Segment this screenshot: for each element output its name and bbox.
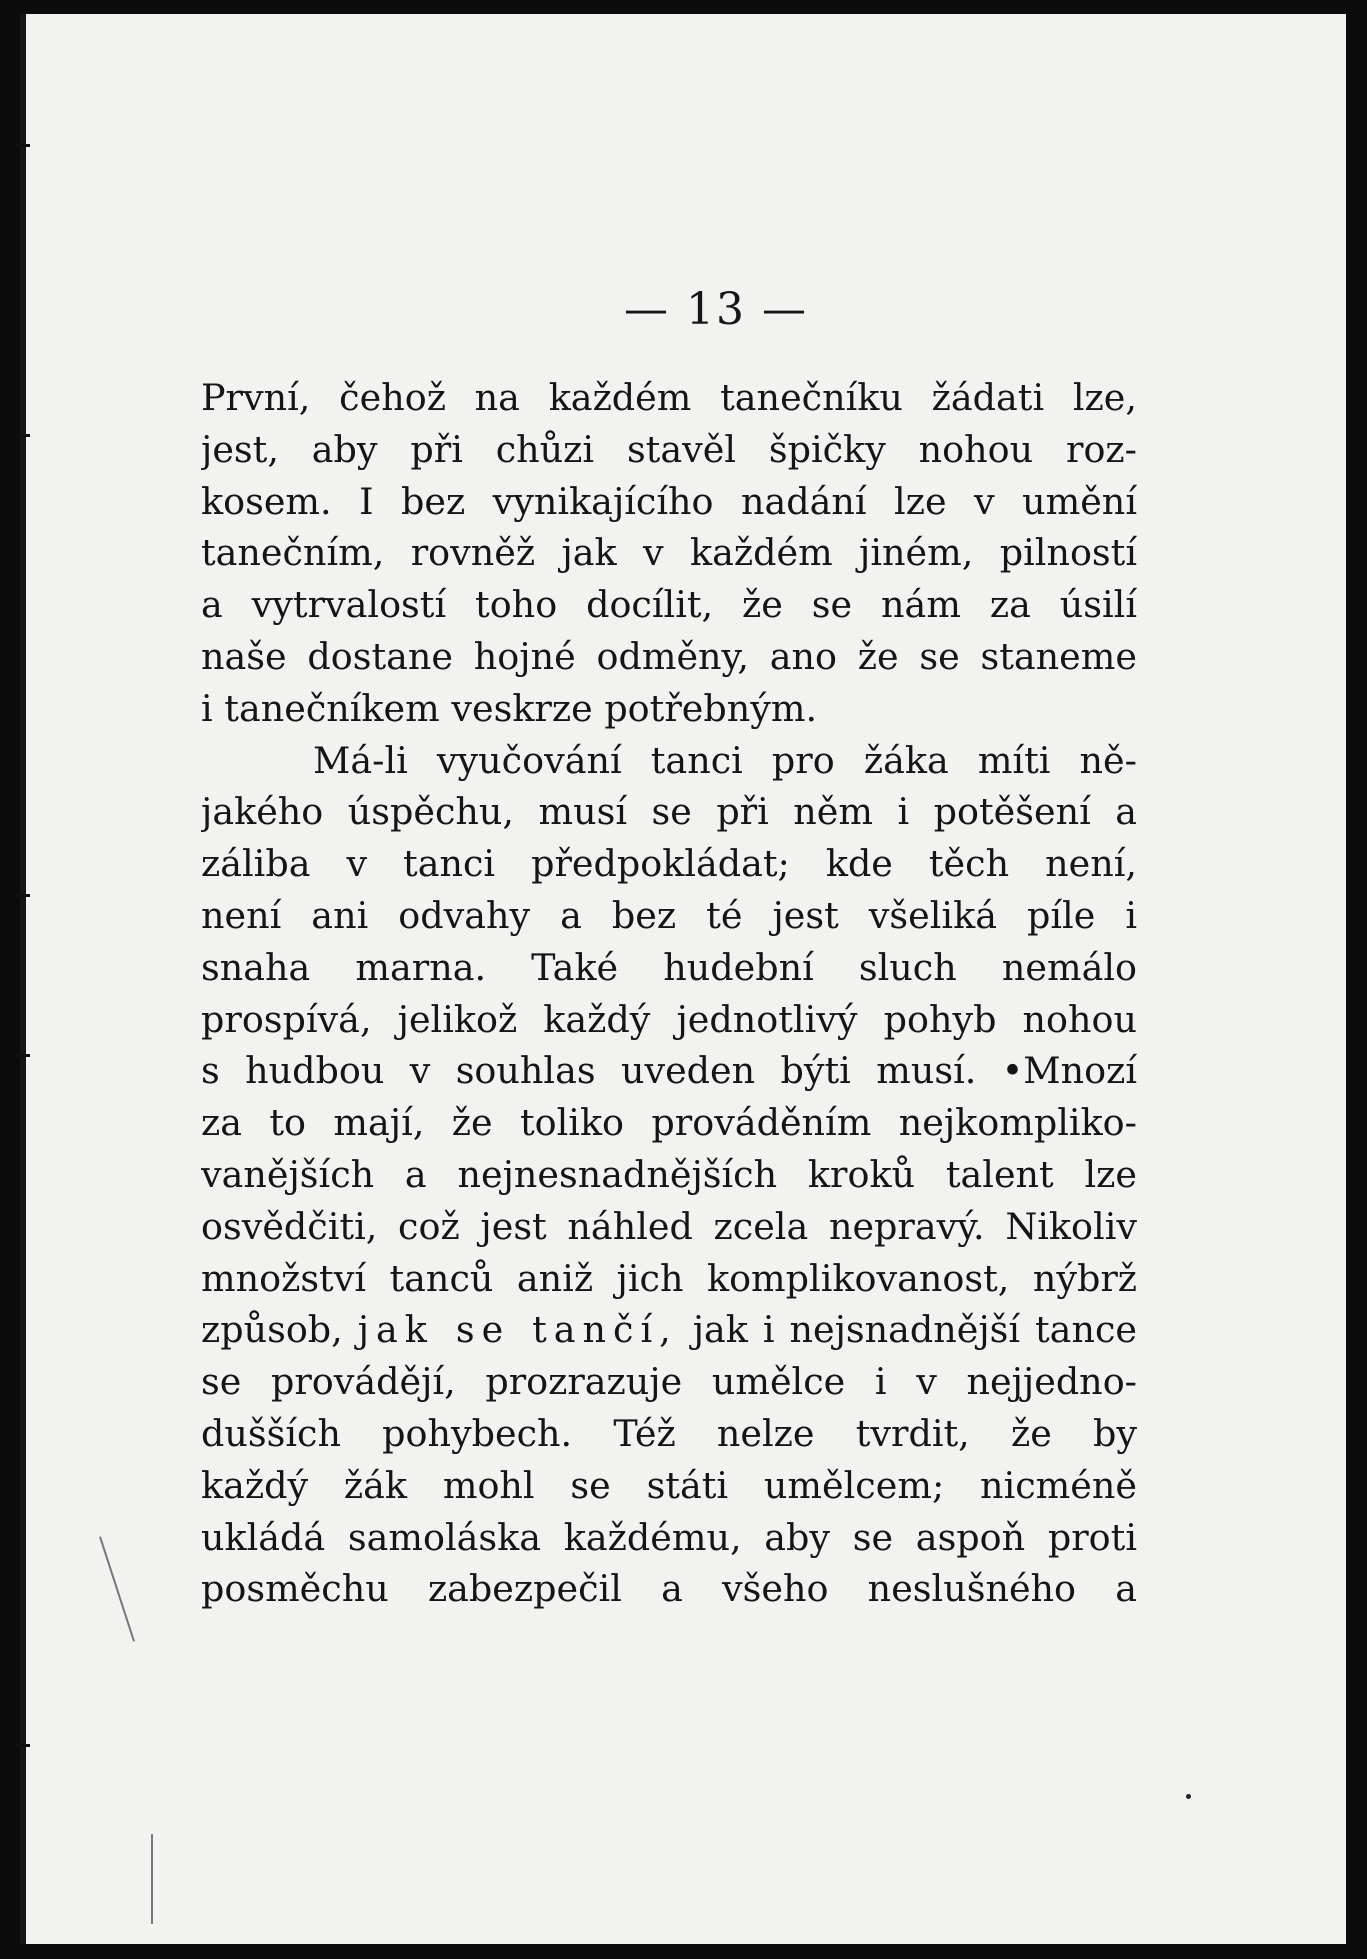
- text-line: jakého úspěchu, musí se při něm i potěšení a: [201, 790, 1137, 834]
- binding-mark: [16, 894, 30, 897]
- text-line-mixed: [201, 1304, 1137, 1356]
- text-line: kosem. I bez vynikajícího nadání lze v umění: [201, 479, 1137, 523]
- emphasized-text: jak se tančí,: [357, 1308, 678, 1352]
- scan-speck: [1186, 1794, 1191, 1799]
- text-line: není ani odvahy a bez té jest všeliká píle i: [201, 893, 1137, 937]
- text-line: i tanečníkem veskrze potřebným.: [201, 686, 818, 730]
- text-line: s hudbou v souhlas uveden býti musí. •Mnozí: [201, 1049, 1137, 1093]
- text-line: Má-li vyučování tanci pro žáka míti ně-: [313, 738, 1137, 782]
- text-line: množství tanců aniž jich komplikovanost, nýbrž: [201, 1256, 1137, 1300]
- page-number: — 13 —: [624, 284, 808, 335]
- binding-mark: [16, 434, 30, 437]
- text-fragment: jak i nejsnadnější tance: [692, 1308, 1137, 1352]
- binding-mark: [16, 1744, 30, 1747]
- text-line: a vytrvalostí toho docílit, že se nám za úsilí: [201, 583, 1137, 627]
- text-line: za to mají, že toliko prováděním nejkompliko-: [201, 1101, 1137, 1145]
- book-page: [20, 14, 1346, 1944]
- text-line: První, čehož na každém tanečníku žádati lze,: [201, 376, 1137, 419]
- scan-scratch: [99, 1536, 135, 1641]
- text-fragment: způsob,: [201, 1308, 343, 1352]
- text-line: dušších pohybech. Též nelze tvrdit, že by: [201, 1411, 1137, 1455]
- text-line: posměchu zabezpečil a všeho neslušného a: [201, 1567, 1137, 1611]
- text-line: jest, aby při chůzi stavěl špičky nohou roz-: [201, 427, 1137, 471]
- text-line: prospívá, jelikož každý jednotlivý pohyb nohou: [201, 997, 1137, 1041]
- text-line: tanečním, rovněž jak v každém jiném, pilností: [201, 531, 1137, 575]
- text-line: záliba v tanci předpokládat; kde těch není,: [201, 842, 1137, 886]
- text-line: snaha marna. Také hudební sluch nemálo: [201, 945, 1137, 989]
- binding-mark: [16, 144, 30, 147]
- text-line: osvědčiti, což jest náhled zcela nepravý. Nikoliv: [201, 1204, 1137, 1248]
- text-line: vanějších a nejnesnadnějších kroků talent lze: [201, 1152, 1137, 1196]
- text-line: každý žák mohl se státi umělcem; nicméně: [201, 1463, 1137, 1507]
- binding-mark: [16, 1054, 30, 1057]
- body-text: [201, 372, 1137, 1615]
- text-line: naše dostane hojné odměny, ano že se staneme: [201, 634, 1137, 678]
- text-line: se provádějí, prozrazuje umělce i v nejjedno-: [201, 1360, 1137, 1404]
- scan-scratch: [151, 1834, 153, 1924]
- text-line: ukládá samoláska každému, aby se aspoň proti: [201, 1515, 1137, 1559]
